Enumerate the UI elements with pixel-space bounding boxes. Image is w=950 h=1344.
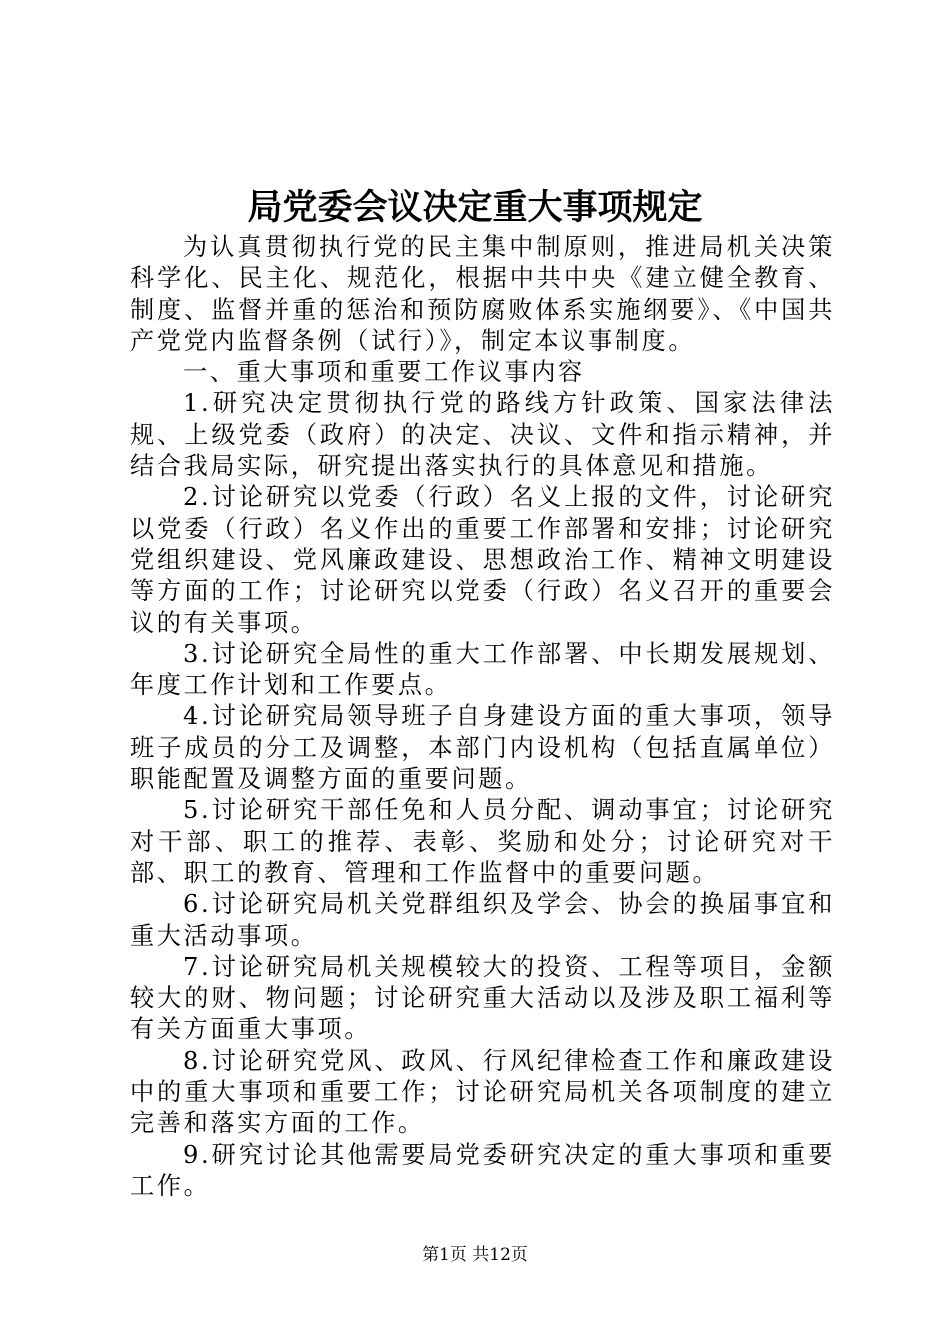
list-item-3: 3.讨论研究全局性的重大工作部署、中长期发展规划、年度工作计划和工作要点。 xyxy=(130,639,835,700)
document-title: 局党委会议决定重大事项规定 xyxy=(247,187,703,228)
document-body xyxy=(130,232,835,1202)
list-item-2: 2.讨论研究以党委（行政）名义上报的文件，讨论研究以党委（行政）名义作出的重要工作部署和安排；讨论研究党组织建设、党风廉政建设、思想政治工作、精神文明建设等方面的工作；讨论研究以党委（行政）名义召开的重要会议的有关事项。 xyxy=(130,483,835,637)
page-footer: 第1页 共12页 xyxy=(422,1245,528,1265)
section-heading-1: 一、重大事项和重要工作议事内容 xyxy=(183,358,585,387)
list-item-8: 8.讨论研究党风、政风、行风纪律检查工作和廉政建设中的重大事项和重要工作；讨论研究局机关各项制度的建立完善和落实方面的工作。 xyxy=(130,1046,835,1138)
list-item-9: 9.研究讨论其他需要局党委研究决定的重大事项和重要工作。 xyxy=(130,1140,835,1200)
list-item-4: 4.讨论研究局领导班子自身建设方面的重大事项，领导班子成员的分工及调整，本部门内设机构（包括直属单位）职能配置及调整方面的重要问题。 xyxy=(130,702,835,794)
list-item-1: 1.研究决定贯彻执行党的路线方针政策、国家法律法规、上级党委（政府）的决定、决议、文件和指示精神，并结合我局实际，研究提出落实执行的具体意见和措施。 xyxy=(130,389,835,481)
list-item-6: 6.讨论研究局机关党群组织及学会、协会的换届事宜和重大活动事项。 xyxy=(130,890,835,950)
list-item-5: 5.讨论研究干部任免和人员分配、调动事宜；讨论研究对干部、职工的推荐、表彰、奖励和处分；讨论研究对干部、职工的教育、管理和工作监督中的重要问题。 xyxy=(130,796,835,887)
paragraph-intro: 为认真贯彻执行党的民主集中制原则，推进局机关决策科学化、民主化、规范化，根据中共中央《建立健全教育、制度、监督并重的惩治和预防腐败体系实施纲要》、《中国共产党党内监督条例（试行）》，制定本议事制度。 xyxy=(130,233,835,355)
list-item-7: 7.讨论研究局机关规模较大的投资、工程等项目，金额较大的财、物问题；讨论研究重大活动以及涉及职工福利等有关方面重大事项。 xyxy=(130,952,835,1044)
